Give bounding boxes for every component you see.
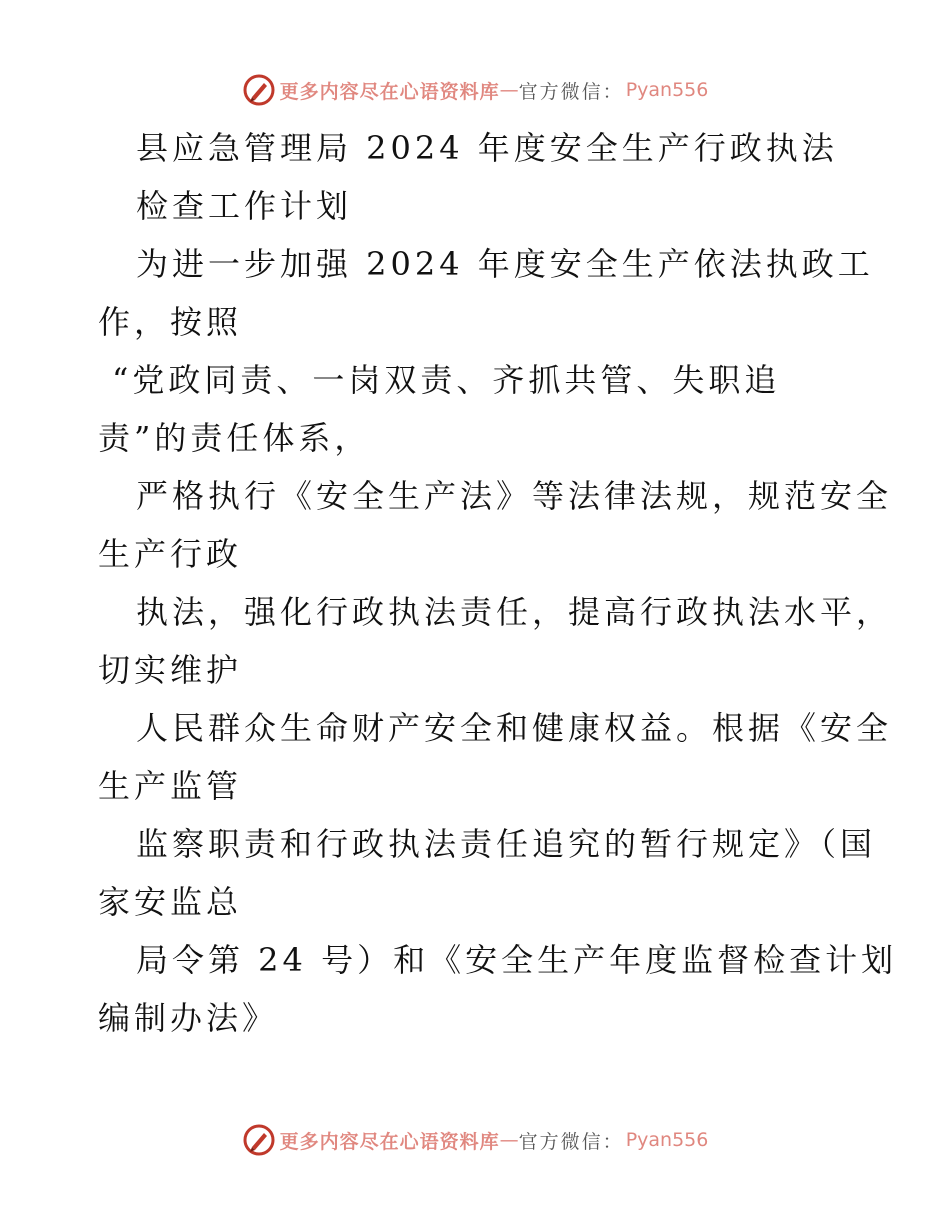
watermark-main-text: 更多内容尽在心语资料库 [279, 80, 500, 103]
pen-logo-icon [242, 1123, 276, 1157]
watermark-wechat-id: Pyan556 [625, 1129, 709, 1151]
paragraph-line: 局令第 24 号）和《安全生产年度监督检查计划 [136, 941, 898, 979]
watermark-banner-top [0, 70, 950, 110]
paragraph-line: 执法，强化行政执法责任，提高行政执法水平， [136, 593, 893, 631]
doc-title-line-1: 县应急管理局 2024 年度安全生产行政执法 [136, 129, 838, 167]
watermark-sub-text: 官方微信： [518, 80, 624, 103]
paragraph-line: 生产行政 [98, 535, 243, 573]
watermark-separator: — [499, 79, 519, 101]
pen-logo-icon [242, 73, 276, 107]
paragraph-line: 责”的责任体系， [98, 419, 371, 457]
watermark-separator: — [499, 1129, 519, 1151]
watermark-banner-bottom [0, 1120, 950, 1160]
paragraph-line: 监察职责和行政执法责任追究的暂行规定》（国 [136, 825, 877, 863]
paragraph-line: 生产监管 [98, 767, 243, 805]
watermark-wechat-id: Pyan556 [625, 79, 709, 101]
paragraph-line: 切实维护 [98, 651, 243, 689]
paragraph-line: 严格执行《安全生产法》等法律法规，规范安全 [136, 477, 893, 515]
paragraph-line: “党政同责、一岗双责、齐抓共管、失职追 [112, 361, 781, 399]
watermark-sub-text: 官方微信： [518, 1130, 624, 1153]
paragraph-line: 家安监总 [98, 883, 243, 921]
doc-title-line-2: 检查工作计划 [136, 187, 353, 225]
watermark-main-text: 更多内容尽在心语资料库 [279, 1130, 500, 1153]
paragraph-line: 人民群众生命财产安全和健康权益。根据《安全 [136, 709, 893, 747]
paragraph-line: 编制办法》 [98, 999, 279, 1037]
paragraph-line: 作，按照 [98, 303, 243, 341]
paragraph-line: 为进一步加强 2024 年度安全生产依法执政工 [136, 245, 874, 283]
